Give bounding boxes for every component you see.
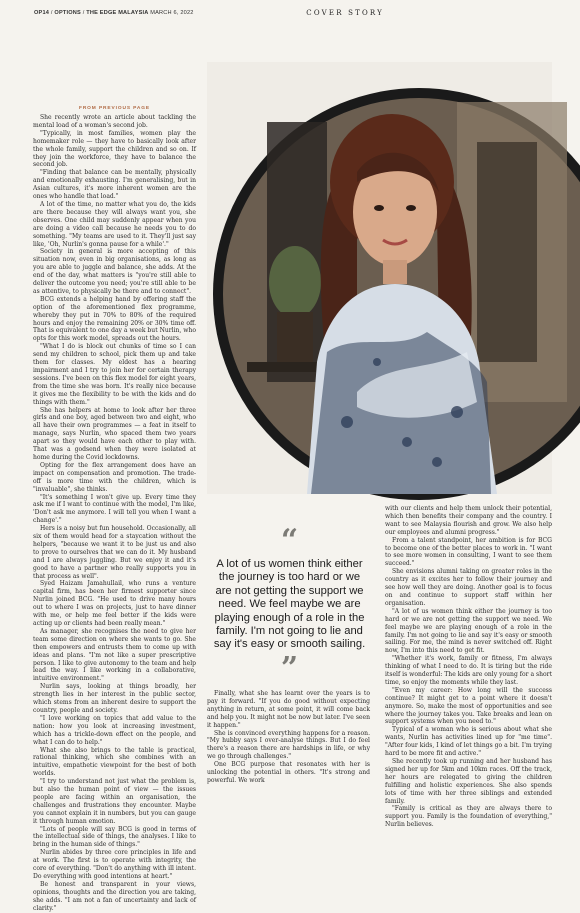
paragraph: Nurlin abides by three core principles in life and at work. The first is to operate with integrity, the core of everything. "Don't do anything with ill intent. Do everything with good intentions at heart." — [33, 849, 196, 880]
plant-icon — [269, 246, 321, 318]
paragraph: She has helpers at home to look after her three girls and one boy, aged between two and eight, who all have their own programmes — a feat in itself to manage, says Nurlin, who spaced them two years apart so they would have each other to play with. That was a godsend when they were isolated at home during the Covid lockdowns. — [33, 406, 196, 461]
paragraph: Society in general is more accepting of this situation now, even in big organisations, as long as you are able to juggle and balance, she adds. At the end of the day, what matters is "you're still able to deliver the outcome you need; you're still able to be as attentive, to physically be there and to connect". — [33, 248, 196, 295]
open-quote-icon: “ — [280, 523, 299, 558]
paragraph: "Whether it's work, family or fitness, I'm always thinking of what I need to do. It is tiring but the ride itself is wonderful: The kids are only young for a short time, so enjoy the moments while they last. — [385, 655, 552, 686]
pull-quote-text: A lot of us women think either the journey is too hard or we are not getting the support we need. We feel maybe we are playing enough of a role in the family. I'm not going to lie and say it's easy or smooth sailing. — [213, 558, 366, 651]
portrait-photo — [207, 62, 552, 494]
continued-kicker: FROM PREVIOUS PAGE — [78, 106, 150, 111]
paragraph: She recently wrote an article about tackling the mental load of a woman's second job. — [33, 114, 196, 129]
paragraph: As manager, she recognises the need to give her team some direction on where she wants to go. She then empowers and entrusts them to come up with ideas and plans. "I'm not like a super prescriptive person. I like to give autonomy to the team and help lead the way. I like working in a collaborative, intuitive environment." — [33, 627, 196, 683]
paragraph: Finally, what she has learnt over the years is to pay it forward. "If you do good without expecting anything in return, at some point, it will come back and help you. It might not be now but later. I've seen it happen." — [207, 690, 370, 729]
article-column-2 — [207, 690, 370, 794]
article-column-1 — [33, 114, 196, 912]
paragraph: She envisions alumni taking on greater roles in the country as it excites her to follow their journey and see how well they are doing. Another goal is to focus on and continue to support staff within her organisation. — [385, 568, 552, 607]
article-column-3 — [385, 505, 552, 829]
folio: OP14 / OPTIONS / THE EDGE MALAYSIA MARCH 6, 2022 — [34, 10, 194, 16]
paragraph: "Even my career: How long will the success continue? It might get to a point where it doesn't anymore. So, make the most of opportunities and see where the journey takes you. Take breaks and lean on support systems when you need to." — [385, 686, 552, 726]
paragraph: Nurlin says, looking at things broadly, her strength lies in her interest in the public sector, which stems from an inherent desire to support the country, people and society. — [33, 683, 196, 714]
paragraph: She is convinced everything happens for a reason. "My hubby says I over-analyse things. But I do feel there's a reason there are hardships in life, or why we go through challenges." — [207, 729, 370, 761]
paragraph: "Lots of people will say BCG is good in terms of the intellectual side of things, the analyses. I like to bring in the human side of things." — [33, 825, 196, 849]
paragraph: Syed Haizam Jamahullail, who runs a venture capital firm, has been her firmest supporter since Nurlin joined BCG. "He used to drive many hours out to where I was on projects, just to have dinner with me, or help me feel better if the kids were acting up or clients had been really mean." — [33, 580, 196, 627]
issue-date: MARCH 6, 2022 — [150, 10, 194, 16]
paragraph: Typical of a woman who is serious about what she wants, Nurlin has activities lined up for "me time". "After four kids, I kind of let things go a bit. I'm trying hard to be more fit and active." — [385, 726, 552, 758]
page-number: OP14 — [34, 10, 50, 16]
paragraph: From a talent standpoint, her ambition is for BCG to become one of the better places to work in. "I want to see more women in consulting, I want to see them succeed." — [385, 536, 552, 568]
paragraph: A lot of the time, no matter what you do, the kids are there because they will always want you, she observes. One child may suddenly appear when you are doing a video call because he needs you to do something. "My teams are used to it. They'll just say like, 'Oh, Nurlin's gonna pause for a while'." — [33, 200, 196, 248]
paragraph: She recently took up running and her husband has signed her up for 5km and 10km races. Off the track, her hours are relegated to giving the children fulfilling and holistic experiences. She also spends lots of time with her three siblings and extended family. — [385, 758, 552, 805]
paragraph: "I love working on topics that add value to the nation: how you look at increasing investment, which has a trickle-down effect on the people, and what I can do to help." — [33, 714, 196, 746]
paragraph: What she also brings to the table is practical, rational thinking, which she combines with an intuitive, empathetic viewpoint for the best of both worlds. — [33, 746, 196, 778]
pull-quote — [211, 523, 368, 686]
paragraph: "Family is critical as they are always there to support you. Family is the foundation of everything," Nurlin believes. — [385, 805, 552, 829]
paragraph: "Typically, in most families, women play the homemaker role — they have to basically look after the whole family, support the children and so on. If they join the workforce, they have to balance the second job. — [33, 129, 196, 169]
page-header — [0, 0, 580, 22]
paragraph: "Finding that balance can be mentally, physically and emotionally exhausting. I'm generalising, but in Asian cultures, it's more inherent women are the ones who handle that load." — [33, 169, 196, 201]
publication-name: THE EDGE MALAYSIA — [86, 10, 149, 16]
paragraph: with our clients and help them unlock their potential, which then benefits their company and the country. I want to see Malaysia flourish and grow. We also help our employees and alumni progress." — [385, 505, 552, 536]
section-category: COVER STORY — [306, 9, 384, 17]
paragraph: "I try to understand not just what the problem is, but also the human point of view — the issues people are facing within an organisation, the challenges and frustrations they encounter. Maybe you cannot explain it in numbers, but you can gauge it through human emotion. — [33, 778, 196, 825]
paragraph: Be honest and transparent in your views, opinions, thoughts and the direction you are taking, she adds. "I am not a fan of uncertainty and lack of clarity." — [33, 880, 196, 912]
paragraph: "It's something I won't give up. Every time they ask me if I want to continue with the model, I'm like, 'Don't ask me anymore. I will tell you when I want a change'." — [33, 493, 196, 525]
paragraph: "A lot of us women think either the journey is too hard or we are not getting the support we need. We feel maybe we are playing enough of a role in the family. I'm not going to lie and say it's easy or smooth sailing. For me, the mind is never switched off. Right now, I'm into this need to get fit. — [385, 607, 552, 655]
paragraph: One BCG purpose that resonates with her is unlocking the potential in others. "It's strong and powerful. We work — [207, 761, 370, 784]
paragraph: "What I do is block out chunks of time so I can send my children to school, pick them up and take them for classes. My eldest has a hearing impairment and I try to join her for certain therapy sessions. I've been on this flex model for eight years, from the time she was born. It's really nice because it gives me the flexibility to be with the kids and do things with them." — [33, 343, 196, 406]
paragraph: BCG extends a helping hand by offering staff the option of the aforementioned flex programme, whereby they put in 70% to 80% of the required hours and enjoy the remaining 20% or 30% time off. That is equivalent to one day a week but Nurlin, who opts for this work model, spreads out the hours. — [33, 295, 196, 343]
close-quote-icon: ” — [280, 650, 299, 686]
section-name: OPTIONS — [54, 10, 81, 16]
portrait-illustration — [207, 62, 552, 494]
paragraph: Hers is a noisy but fun household. Occasionally, all six of them would head for a staycation without the helpers, "because we want it to be just us and also to prove to ourselves that we can do it. My husband and I are always juggling. But we enjoy it and it's good to have a partner who really supports you in that process as well". — [33, 525, 196, 580]
paragraph: Opting for the flex arrangement does have an impact on compensation and promotion. The trade-off is more time with the children, which is "invaluable", she thinks. — [33, 461, 196, 493]
